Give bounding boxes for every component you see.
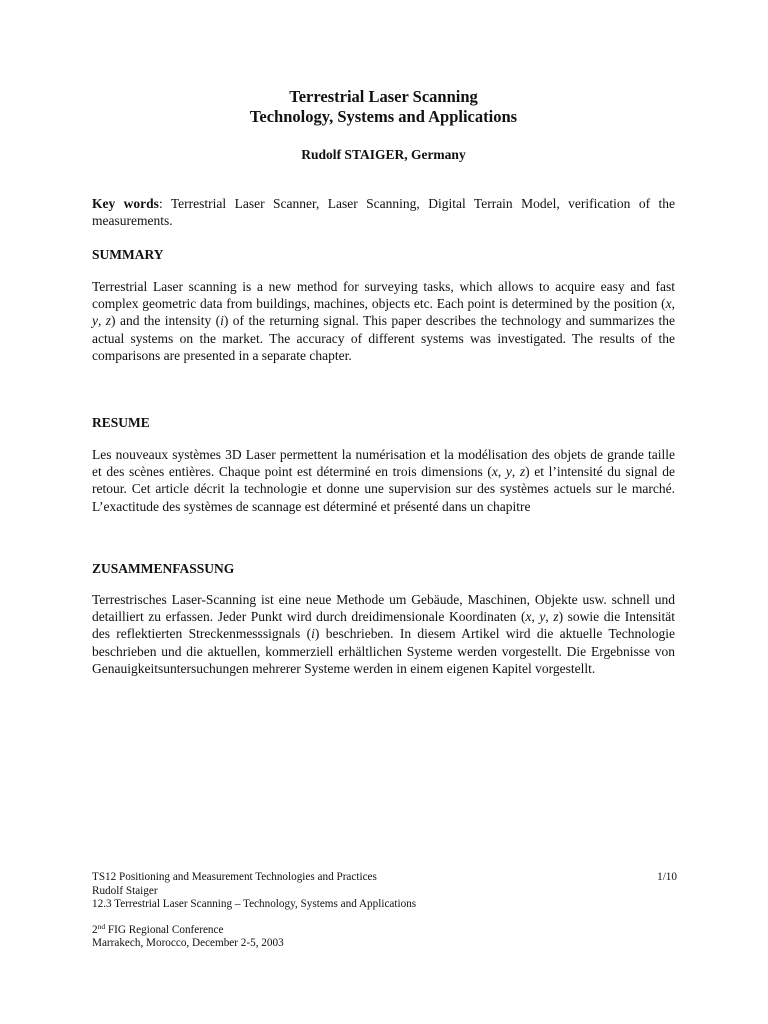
footer-conference: 2nd FIG Regional Conference [92,921,224,936]
summary-heading: SUMMARY [92,247,164,262]
paper-title-line-1: Terrestrial Laser Scanning [289,87,478,106]
zusammenfassung-heading: ZUSAMMENFASSUNG [92,561,235,576]
page-footer [92,871,677,951]
summary-paragraph: Terrestrial Laser scanning is a new method for surveying tasks, which allows to acquire easy and fast complex geometric data from buildings, machines, objects etc. Each point is determined by the position (x, y, z) and the intensity (i) of the returning signal. This paper describes the technology and summarizes the actual systems on the market. The accuracy of different systems was investigated. The results of the comparisons are presented in a separate chapter. [92,279,675,363]
resume-paragraph: Les nouveaux systèmes 3D Laser permettent la numérisation et la modélisation des objets de grande taille et des scènes entières. Chaque point est déterminé en trois dimensions (x, y, z) et l’intensité du signal de retour. Cet article décrit la technologie et donne une supervision sur des systèmes actuels sur le marché. L’exactitude des systèmes de scannage est déterminé et présenté dans un chapitre [92,447,675,514]
author-line: Rudolf STAIGER, Germany [301,147,466,162]
keywords-text: : Terrestrial Laser Scanner, Laser Scanning, Digital Terrain Model, verification of the measurements. [92,196,676,229]
page-number: 1/10 [657,871,677,883]
footer-session: TS12 Positioning and Measurement Technologies and Practices [92,871,377,883]
keywords-label: Key words [92,196,159,211]
resume-heading: RESUME [92,415,150,430]
zusammenfassung-paragraph: Terrestrisches Laser-Scanning ist eine neue Methode um Gebäude, Maschinen, Objekte usw. schnell und detailliert zu erfassen. Jeder Punkt wird durch dreidimensionale Koordinaten (x, y, z) sowie die Intensität des reflektierten Streckenmesssignals (i) beschrieben. In diesem Artikel wird die aktuelle Technologie beschrieben und die aktuellen, kommerziell erhältlichen Systeme werden vorgestellt. Die Ergebnisse von Genauigkeitsuntersuchungen mehrerer Systeme werden in einem eigenen Kapitel vorgestellt. [92,592,676,676]
footer-paper-title: 12.3 Terrestrial Laser Scanning – Technology, Systems and Applications [92,898,417,910]
keywords-paragraph [92,195,675,229]
footer-location-date: Marrakech, Morocco, December 2-5, 2003 [92,937,284,949]
paper-title-line-2: Technology, Systems and Applications [249,107,518,126]
footer-author: Rudolf Staiger [92,884,158,897]
